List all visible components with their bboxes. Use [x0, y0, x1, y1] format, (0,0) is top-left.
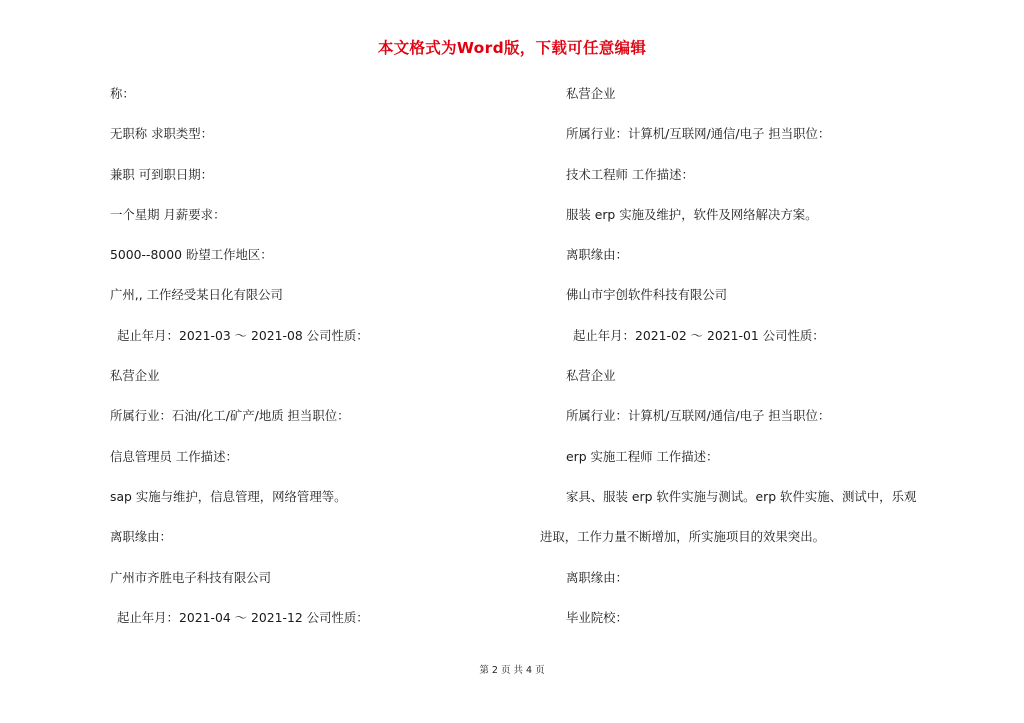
text-line: 信息管理员 工作描述： [110, 448, 238, 464]
text-line: 服装 erp 实施及维护，软件及网络解决方案。 [566, 206, 818, 222]
text-line: 兼职 可到职日期： [110, 166, 214, 182]
text-line: 私营企业 [566, 368, 616, 384]
text-line: 所属行业：石油/化工/矿产/地质 担当职位： [110, 408, 350, 424]
text-line: 私营企业 [566, 86, 616, 101]
text-line: 所属行业：计算机/互联网/通信/电子 担当职位： [566, 126, 831, 142]
text-line: 所属行业：计算机/互联网/通信/电子 担当职位： [566, 408, 831, 424]
text-line: erp 实施工程师 工作描述： [566, 448, 719, 464]
text-line: 广州市齐胜电子科技有限公司 [110, 569, 272, 585]
text-line: 无职称 求职类型： [110, 126, 214, 142]
text-line: 起止年月：2021-03 ～ 2021-08 公司性质： [117, 327, 369, 343]
text-line: 进取，工作力量不断增加，所实施项目的效果突出。 [540, 529, 825, 545]
text-line: 离职缘由： [110, 529, 172, 545]
text-line: 起止年月：2021-02 ～ 2021-01 公司性质： [573, 327, 825, 343]
page-footer: 第 2 页 共 4 页 [479, 665, 545, 676]
text-line: 起止年月：2021-04 ～ 2021-12 公司性质： [117, 609, 369, 625]
text-line: 一个星期 月薪要求： [110, 206, 226, 222]
text-line: 称： [110, 86, 135, 101]
document-banner: 本文格式为Word版，下载可任意编辑 [377, 39, 647, 57]
text-line: 5000--8000 盼望工作地区： [110, 247, 273, 263]
text-line: 技术工程师 工作描述： [566, 166, 694, 182]
text-line: 毕业院校： [566, 609, 628, 625]
text-line: 私营企业 [110, 368, 160, 384]
text-line: sap 实施与维护，信息管理，网络管理等。 [110, 488, 347, 504]
left-column [110, 84, 530, 648]
text-line: 离职缘由： [566, 569, 628, 585]
text-line: 离职缘由： [566, 247, 628, 263]
text-line: 家具、服装 erp 软件实施与测试。erp 软件实施、测试中，乐观 [566, 488, 917, 504]
text-line: 佛山市宇创软件科技有限公司 [566, 287, 728, 303]
right-column [540, 84, 980, 648]
text-line: 广州,, 工作经受某日化有限公司 [110, 287, 283, 303]
